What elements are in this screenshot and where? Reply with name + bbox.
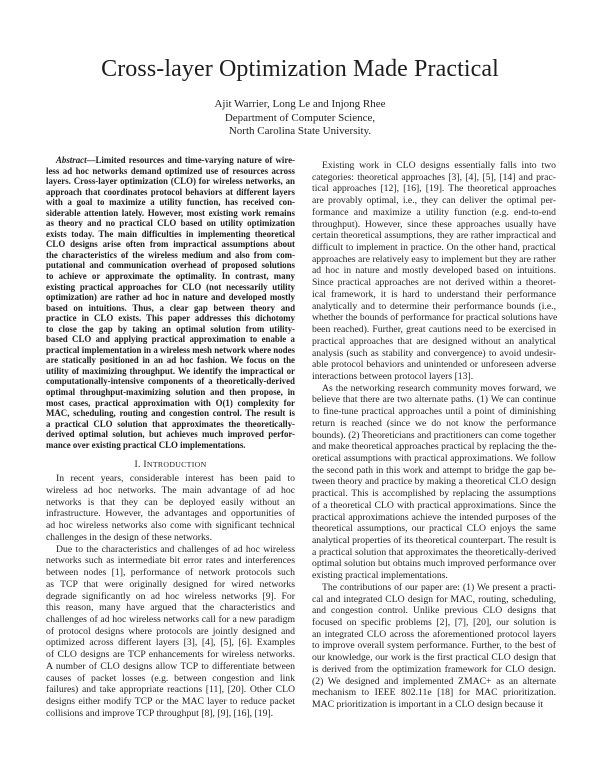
- paragraph-line: an integrated CLO across the aforementioned protocol layers: [312, 628, 556, 640]
- paragraph-line: return is reached (since we do not know the performance: [312, 417, 556, 429]
- paragraph-line: and congestion control. Unlike previous CLO designs that: [312, 605, 556, 617]
- paragraph-line: as TCP that were originally designed for wired networks: [46, 578, 295, 590]
- paragraph-line: this reason, many have argued that the characteristics and: [46, 602, 295, 614]
- introduction-body: [46, 473, 295, 719]
- paragraph-line: a practical solution that approximates the theoretically-derived: [312, 546, 556, 558]
- abstract-label: Abstract—: [56, 155, 96, 165]
- paragraph-line: and make theoretical approaches practical by replacing the the-: [312, 441, 557, 453]
- paragraph-line: approaches are relatively easy to implement but they are rather: [312, 253, 556, 265]
- paragraph: [46, 544, 295, 720]
- paragraph-line: practical approximations achieve the intended purposes of the: [312, 511, 556, 523]
- abstract-line: optimization) are rather ad hoc in nature and developed mostly: [46, 292, 295, 303]
- abstract-line: the characteristics of the wireless medium and also from com-: [46, 249, 295, 260]
- paragraph-line: Since practical approaches are not derived within a theoret-: [312, 277, 556, 289]
- paragraph-line: infrastructure. However, the advantages and opportunities of: [46, 508, 295, 520]
- paragraph-line: focused on specific problems [2], [7], [20], our solution is: [312, 617, 556, 629]
- author-university: North Carolina State University.: [228, 125, 372, 138]
- author-names: Ajit Warrier, Long Le and Injong Rhee: [214, 98, 386, 110]
- abstract-line: practical implementation in a wireless mesh network where nodes: [46, 344, 295, 355]
- abstract-text: Limited resources and time-varying nature of wire-: [95, 155, 295, 165]
- section-heading-introduction: [46, 459, 295, 470]
- abstract-line: CLO designs arise often from impractical assumptions about: [46, 239, 295, 250]
- paragraph-line: analytically and to determine their performance bounds (i.e.,: [312, 300, 556, 312]
- paragraph-line: analysis (such as stability and convergence) to avoid undesir-: [312, 347, 556, 359]
- section-title-initial: I: [143, 459, 147, 471]
- abstract-line: exists today. The main difficulties in implementing theoretical: [46, 228, 295, 239]
- paragraph-line: collisions and improve TCP throughput [8], [9], [16], [19].: [46, 707, 274, 719]
- abstract-line: approach that coordinates protocol behaviors at different layers: [46, 186, 295, 197]
- abstract-line: are statically positioned in an ad hoc fashion. We focus on the: [46, 355, 295, 366]
- abstract-line: optimal throughput-maximizing solution and then propose, in: [46, 387, 295, 398]
- paragraph-line: whether the bounds of performance for practical solutions have: [312, 312, 558, 324]
- paragraph: [312, 160, 556, 383]
- paragraph-line: optimal solution but obtains much improved performance over: [312, 558, 556, 570]
- paragraph-line: networks such as intermediate bit error rates and interferences: [46, 555, 295, 567]
- abstract-line: mance over existing practical CLO implementations.: [46, 439, 246, 450]
- abstract-line: layers. Cross-layer optimization (CLO) for wireless networks, an: [46, 176, 295, 187]
- paragraph-line: bounds). (2) Theoreticians and practitioners can come together: [312, 429, 556, 441]
- section-title-rest: NTRODUCTION: [146, 460, 207, 470]
- paragraph-line: certain theoretical assumptions, they are rather impractical and: [312, 230, 556, 242]
- paragraph-line: In recent years, considerable interest has been paid to: [56, 473, 295, 485]
- abstract-line: to close the gap by taking an optimal solution from utility-: [46, 323, 295, 334]
- abstract-line: utility of maximizing throughput. We identify the impractical or: [46, 365, 295, 376]
- paragraph-line: to fine-tune practical approaches until a point of diminishing: [312, 406, 556, 418]
- paragraph-line: optimized across different layers [3], [4], [5], [6]. Examples: [46, 637, 295, 649]
- abstract-first-line: [46, 155, 295, 166]
- paragraph-line: theoretical assumptions, our practical CLO enjoys the same: [312, 523, 556, 535]
- abstract: [46, 155, 295, 450]
- paragraph: [46, 473, 295, 543]
- abstract-line: less ad hoc networks demand optimized use of resources across: [46, 165, 295, 176]
- paragraph-line: interactions between protocol layers [13].: [312, 370, 474, 382]
- paragraph-line: oretical assumptions with practical approximations. We follow: [312, 452, 556, 464]
- paragraph-line: existing practical implementations.: [312, 570, 448, 582]
- left-column: [46, 155, 295, 719]
- paragraph: [312, 383, 556, 582]
- right-column: [312, 160, 556, 711]
- paragraph-line: practical. This is accomplished by replacing the assumptions: [312, 488, 556, 500]
- paragraph-line: ad hoc wireless networks also come with significant technical: [46, 520, 295, 532]
- abstract-line: putational and communication overhead of proposed solutions: [46, 260, 295, 271]
- paragraph-line: categories: theoretical approaches [3], [4], [5], [14] and prac-: [312, 171, 556, 183]
- abstract-line: computationally-intensive components of a theoretically-derived: [46, 376, 295, 387]
- abstract-line: based CLO and applying practical approximation to enable a: [46, 334, 295, 345]
- paragraph-line: able protocol behaviors and unintended or unforeseen adverse: [312, 359, 556, 371]
- paragraph-line: A number of CLO designs allow TCP to differentiate between: [46, 660, 295, 672]
- author-department: Department of Computer Science,: [224, 111, 376, 124]
- section-number: I.: [134, 459, 141, 471]
- paragraph-line: failures) and take appropriate reactions [11], [20]. Other CLO: [46, 684, 295, 696]
- abstract-line: as theory and no practical CLO based on utility optimization: [46, 218, 295, 229]
- author-block: [0, 98, 600, 139]
- paragraph-line: our knowledge, our work is the first practical CLO design that: [312, 652, 556, 664]
- paragraph-line: of CLO designs are TCP enhancements for wireless networks.: [46, 649, 295, 661]
- abstract-line: existing practical approaches for CLO (not necessarily utility: [46, 281, 295, 292]
- paragraph-line: causes of packet losses (e.g. between congestion and link: [46, 672, 295, 684]
- paragraph-line: been reached). Further, great cautions need to be exercised in: [312, 324, 556, 336]
- paragraph-line: challenges in the design of these networks.: [46, 531, 212, 543]
- paragraph-line: cal and integrated CLO design for MAC, routing, scheduling,: [312, 593, 556, 605]
- paragraph-line: throughput). However, since these approaches usually have: [312, 218, 556, 230]
- paragraph-line: tical approaches [12], [16], [19]. The theoretical approaches: [312, 183, 556, 195]
- paragraph-line: of a theoretical CLO with practical approximations. Since the: [312, 499, 556, 511]
- abstract-line: to achieve or approximate the optimality. In contrast, many: [46, 271, 295, 282]
- paragraph-line: believe that there are two alternate paths. (1) We can continue: [312, 394, 556, 406]
- paragraph-line: ical framework, it is hard to understand their performance: [312, 288, 556, 300]
- abstract-line: MAC, scheduling, routing and congestion control. The result is: [46, 408, 295, 419]
- paragraph-line: wireless ad hoc networks. The main advantage of ad hoc: [46, 485, 295, 497]
- paragraph-line: Existing work in CLO designs essentially falls into two: [322, 160, 556, 171]
- abstract-line: siderable attention lately. However, most existing work remains: [46, 207, 295, 218]
- paragraph-line: MAC prioritization is important in a CLO design because it: [312, 699, 544, 711]
- abstract-line: based on intuitions. Thus, a clear gap between theory and: [46, 302, 295, 313]
- paragraph-line: formance and maximize a utility function (e.g. end-to-end: [312, 206, 556, 218]
- paragraph-line: are provably optimal, i.e., they can deliver the optimal per-: [312, 195, 556, 207]
- paper-title: Cross-layer Optimization Made Practical: [101, 56, 499, 82]
- paragraph-line: The contributions of our paper are: (1) We present a practi-: [322, 581, 556, 593]
- paragraph-line: the second path in this work and attempt to bridge the gap be-: [312, 464, 556, 476]
- paragraph: [312, 582, 556, 711]
- paragraph-line: networks is that they can be deployed easily without an: [46, 496, 295, 508]
- abstract-line: most cases, practical approximation with O(1) complexity for: [46, 397, 295, 408]
- paragraph-line: As the networking research community moves forward, we: [322, 382, 556, 394]
- paragraph-line: practical approaches that are designed without an analytical: [312, 335, 556, 347]
- abstract-line: derived optimal solution, but achieves much improved perfor-: [46, 429, 295, 440]
- paragraph-line: challenges of ad hoc wireless networks call for a new paradigm: [46, 613, 295, 625]
- paragraph-line: between nodes [1], performance of network protocols such: [46, 567, 295, 579]
- abstract-line: with a goal to maximize a utility function, has received con-: [46, 197, 295, 208]
- paragraph-line: analytical properties of its theoretical counterpart. The result is: [312, 535, 556, 546]
- paragraph-line: designs either modify TCP or the MAC layer to reduce packet: [46, 695, 295, 707]
- paragraph-line: difficult to implement in practice. On the other hand, practical: [312, 242, 556, 254]
- paragraph-line: ad hoc in nature and mostly developed based on intuitions.: [312, 265, 556, 277]
- paragraph-line: degrade significantly on ad hoc wireless networks [9]. For: [46, 590, 295, 602]
- paragraph-line: tween theory and practice by making a theoretical CLO design: [312, 476, 556, 488]
- paragraph-line: of protocol designs where protocols are jointly designed and: [46, 625, 295, 637]
- abstract-line: practice in CLO exists. This paper addresses this dichotomy: [46, 313, 295, 324]
- paragraph-line: (2) We designed and implemented ZMAC+ as an alternate: [312, 675, 556, 687]
- paragraph-line: mechanism to IEEE 802.11e [18] for MAC prioritization.: [312, 687, 556, 699]
- paragraph-line: is derived from the optimization framework for CLO design.: [312, 663, 556, 675]
- paragraph-line: to improve overall system performance. Further, to the best of: [312, 640, 556, 652]
- paragraph-line: Due to the characteristics and challenges of ad hoc wireless: [56, 543, 295, 555]
- abstract-line: a practical CLO solution that approximates the theoretically-: [46, 418, 295, 429]
